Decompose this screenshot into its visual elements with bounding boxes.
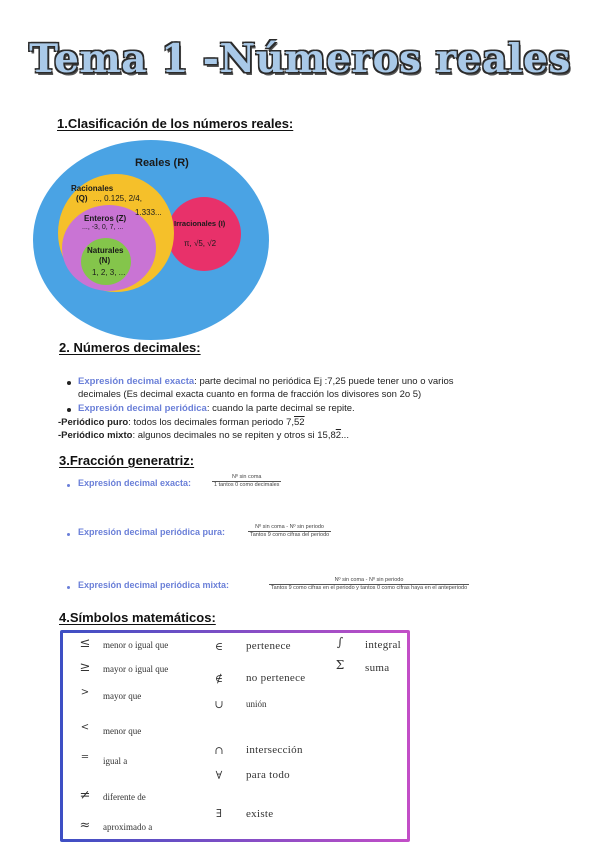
symbol-label: menor que [103, 726, 142, 736]
reales-label: Reales (R) [135, 157, 189, 169]
not-equal-icon: ≠ [79, 788, 91, 803]
naturales-examples: 1, 2, 3, ... [92, 268, 126, 277]
element-of-icon: ∈ [214, 640, 224, 653]
union-icon: ∪ [214, 698, 224, 711]
fraccion-pura-label: Expresión decimal periódica pura: [78, 527, 226, 537]
integral-icon: ∫ [336, 635, 344, 649]
bullet-1 [67, 381, 71, 385]
racionales-label: Racionales [71, 184, 114, 193]
decimal-exacta-line-2: decimales (Es decimal exacta cuanto en forma de fracción los divisores son 2o 5) [78, 389, 422, 400]
intersection-icon: ∩ [214, 744, 224, 757]
section4-heading: 4.Símbolos matemáticos: [59, 610, 216, 625]
equals-icon: = [80, 752, 90, 763]
approx-icon: ≈ [79, 818, 91, 833]
fraccion-exacta-label: Expresión decimal exacta: [78, 478, 192, 488]
fraccion-mixta-formula: Nº sin coma - Nº sin periodo Tantos 9 como cifras en el periodo y tantos 0 como cifras haya en el anteperiodo [270, 577, 468, 591]
racionales-symbol: (Q) [76, 194, 88, 203]
symbol-label: intersección [246, 744, 303, 756]
bullet-f1 [67, 484, 70, 487]
bullet-f3 [67, 586, 70, 589]
symbol-label: unión [246, 699, 267, 709]
symbols-table [60, 630, 410, 842]
symbol-label: no pertenece [246, 672, 306, 684]
racionales-examples: ..., 0.125, 2/4, [93, 194, 142, 203]
symbol-label: mayor que [103, 691, 142, 701]
symbol-label: suma [365, 662, 390, 674]
exists-icon: ∃ [216, 807, 222, 820]
irracionales-circle [167, 197, 241, 271]
for-all-icon: ∀ [215, 769, 223, 782]
periodico-mixto-line: -Periódico mixto: algunos decimales no se repiten y otros si 15,82... [58, 430, 349, 441]
symbol-label: diferente de [103, 792, 146, 802]
periodico-puro-line: -Periódico puro: todos los decimales forman periodo 7,52 [58, 417, 305, 428]
decimal-periodica-line: Expresión decimal periódica: cuando la parte decimal se repite. [78, 403, 355, 414]
greater-than-icon: > [80, 687, 90, 698]
symbol-label: para todo [246, 769, 290, 781]
symbol-label: existe [246, 808, 274, 820]
naturales-label: Naturales [87, 246, 124, 255]
symbol-label: pertenece [246, 640, 291, 652]
section3-heading: 3.Fracción generatriz: [59, 453, 195, 468]
less-than-icon: < [80, 722, 90, 733]
bullet-f2 [67, 533, 70, 536]
irracionales-examples: π, √5, √2 [184, 239, 217, 248]
symbol-label: menor o igual que [103, 640, 169, 650]
page-title: Tema 1 -Números reales [29, 36, 571, 82]
fraccion-mixta-label: Expresión decimal periódica mixta: [78, 580, 230, 590]
greater-equal-icon: ≥ [79, 660, 91, 675]
symbol-label: integral [365, 639, 401, 651]
less-equal-icon: ≤ [79, 636, 91, 651]
fraccion-exacta-formula: Nº sin coma 1 tantos 0 como decimales [214, 474, 280, 488]
decimal-exacta-line: Expresión decimal exacta: parte decimal no periódica Ej :7,25 puede tener uno o varios [78, 376, 454, 387]
sum-icon: Σ [335, 658, 345, 672]
symbol-label: igual a [103, 756, 128, 766]
bullet-2 [67, 408, 71, 412]
symbol-label: mayor o igual que [103, 664, 169, 674]
not-element-of-icon: ∉ [214, 672, 224, 685]
enteros-label: Enteros (Z) [84, 214, 127, 223]
naturales-symbol: (N) [99, 256, 111, 265]
racionales-examples-2: 1.333... [135, 208, 162, 217]
section1-heading: 1.Clasificación de los números reales: [57, 116, 294, 131]
symbol-label: aproximado a [103, 822, 153, 832]
fraccion-pura-formula: Nº sin coma - Nº sin periodo Tantos 9 como cifras del periodo [250, 524, 330, 538]
irracionales-label: Irracionales (I) [174, 219, 226, 228]
section2-heading: 2. Números decimales: [59, 340, 201, 355]
enteros-examples: ..., -3, 0, 7, ... [82, 224, 124, 231]
